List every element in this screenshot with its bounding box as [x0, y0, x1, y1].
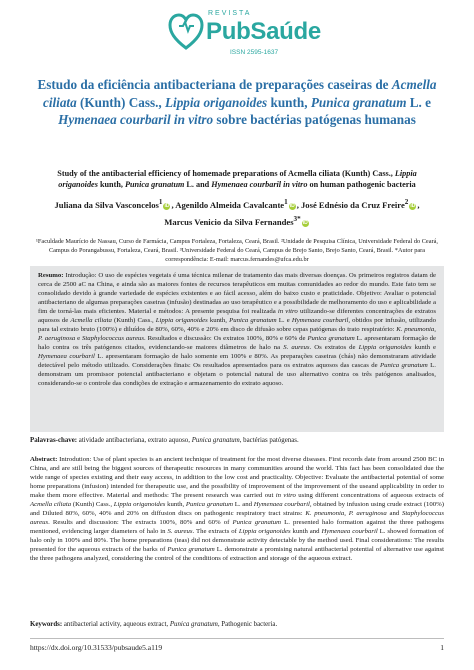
- logo-revista-text: REVISTA: [208, 10, 252, 17]
- logo-issn: ISSN 2595-1637: [230, 49, 279, 56]
- abstract-text: Abstract: Introdution: Use of plant species is an ancient technique of treatment for the most diverse diseases. First records date from around 2500 BC in China, and are still being the biggest sources of therapeutic resources in many communities around the world. This fact has been consolidated due the wide range of species existing and their easy access, in addition to the low cost and practicality. Objective: Evaluate the antibacterial potential of some home preparations (infusion) intended for therapeutic use, and the possibility of improvement of the improvement of the useand applicability in order to make them more effective. Material and methods: The present research was carried out in vitro using different concentrations of aqueous extracts of Acmella ciliata (Kunth) Cass., Lippia origanoides kunth, Punica granatum L. and Hymenaea courbaril, obtained by infusion using crude extract (100%) and Diluted 80%, 60%, 40% and 20% on diffusion discs on pathogenic respiratory tract strains: K. pneumonia, P. aeruginosa and Staphylococcus aureus. Results and discussion: The extracts 100%, 80% and 60% of Punica granatum L. presented halo formation against the three pathogens mentioned, evidencing larger diameters of halo in S. aureus. The extracts of Lippia origanoides kunth and Hymenaea courbaril L. showed formation of halo only in 100% and 80%. The home preparations (teas) did not demonstrate activity detectable by the method used. Final considerations: The results presented for the aqueous extracts of the barks of Punica granatum L. demonstrate a promising natural antibacterial potential of alternative use against the three pathogens analyzed, considering the control of the conditions of extraction and storage of the aqueous extract.: [30, 456, 445, 562]
- resumo-text: Resumo: Introdução: O uso de espécies vegetais é uma técnica milenar de tratamento das mais diversas doenças. Os primeiros registros datam de cerca de 2500 aC na China, e ainda são as maiores fontes de recursos terapêuticos em muitas comunidades ao redor do mundo. Este fato tem se consolidado devido à grande variedade de espécies existentes e ao fácil acesso, além do baixo custo e praticidade. Objetivo: Avaliar o potencial antibacteriano de algumas preparações caseiras (infusão) destinadas ao uso terapêutico e a possibilidade de melhoramento do uso e aplicabilidade a fim de torná-las mais eficientes. Material e métodos: A presente pesquisa foi realizada in vitro utilizando-se diferentes concentrações de extratos aquosos de Acmella ciliata (Kunth) Cass., Lippia origanoides kunth, Punica granatum L. e Hymenaea courbaril, obtidos por infusão, utilizando para tal extrato bruto (100%) e diluídos de 80%, 60%, 40% e 20% em disco de difusão sobre cepas patógenas do trato respiratório: K. pneumonia, P. aeruginosa e Staphylococcus aureus. Resultados e discussão: Os extratos 100%, 80% e 60% de Punica granatum L. apresentaram formação de halo contra os três patógenos citados, evidenciando-se maiores diâmetros de halo na S. aureus. Os extratos de Lippia origanoides kunth e Hymenaea courbaril L. apresentaram formação de halo somente em 100% e 80%. As preparações caseiras (chás) não demonstraram atividade detectável pelo método utilizado. Considerações finais: Os resultados apresentados para os extratos aquosos das cascas de Punica granatum L. demonstram um promissor potencial antibacteriano e objetam o potencial natural de uso alternativo contra os três patógenos analisados, considerando-se o controle das condições de extração e armazenamento do extrato aquoso.: [38, 272, 437, 387]
- author-name: José Ednésio da Cruz Freire: [301, 199, 405, 210]
- article-title-pt: Estudo da eficiência antibacteriana de preparações caseiras de Acmella ciliata (Kunth) Cass., Lippia origanoides kunth, Punica granatum L. e Hymenaea courbaril in vitro sobre bactérias patógenas humanas: [37, 77, 437, 127]
- keywords: Keywords: antibacterial activity, aqueous extract, Punica granatum, Pathogenic bacteria.: [30, 621, 278, 628]
- orcid-icon[interactable]: iD: [302, 219, 308, 226]
- resumo-box: [30, 266, 444, 432]
- author-list: Juliana da Silva Vasconcelos$^1$ iD , Agenildo Almeida Cavalcante$^1$ iD , José Ednésio da Cruz Freire$^2$ iD , Marcus Venicio da Silva Fernandes$^{3*}$ iD: [54, 198, 420, 227]
- author-name: Juliana da Silva Vasconcelos: [54, 199, 159, 210]
- journal-logo: [168, 6, 328, 60]
- doi-link[interactable]: https://dx.doi.org/10.31533/pubsaude5.a119: [30, 643, 163, 652]
- logo-journal-name: PubSaúde: [206, 18, 321, 45]
- author-name: Marcus Venicio da Silva Fernandes: [164, 216, 294, 227]
- palavras-chave: Palavras-chave: atividade antibacteriana, extrato aquoso, Punica granatum, bactérias patógenas.: [30, 437, 299, 444]
- article-title-en: Study of the antibacterial efficiency of homemade preparations of Acmella ciliata (Kunth) Cass., Lippia origanoides kunth, Punica granatum L. and Hymenaea courbaril in vitro on human pathogenic bacteria: [57, 169, 417, 189]
- affiliations: ¹Faculdade Maurício de Nassau, Curso de Farmácia, Campus Fortaleza, Fortaleza, Ceará, Brasil. ²Unidade de Pesquisa Clínica, Universidade Federal do Ceará, Campus do Porangabussu, Fortaleza, Ceará, Brasil. ³Universidade Federal do Ceará, Campus de Brejo Santo, Brejo Santo, Ceará, Brasil. *Autor para correspondência: E-mail: marcus.fernandes@ufca.edu.br: [36, 238, 438, 263]
- page-number: 1: [440, 643, 444, 652]
- orcid-icon[interactable]: iD: [164, 202, 170, 209]
- orcid-icon[interactable]: iD: [289, 202, 295, 209]
- heart-logo-icon: [168, 12, 204, 52]
- orcid-icon[interactable]: iD: [410, 202, 416, 209]
- footer-divider: [30, 638, 444, 639]
- author-name: Agenildo Almeida Cavalcante: [175, 199, 285, 210]
